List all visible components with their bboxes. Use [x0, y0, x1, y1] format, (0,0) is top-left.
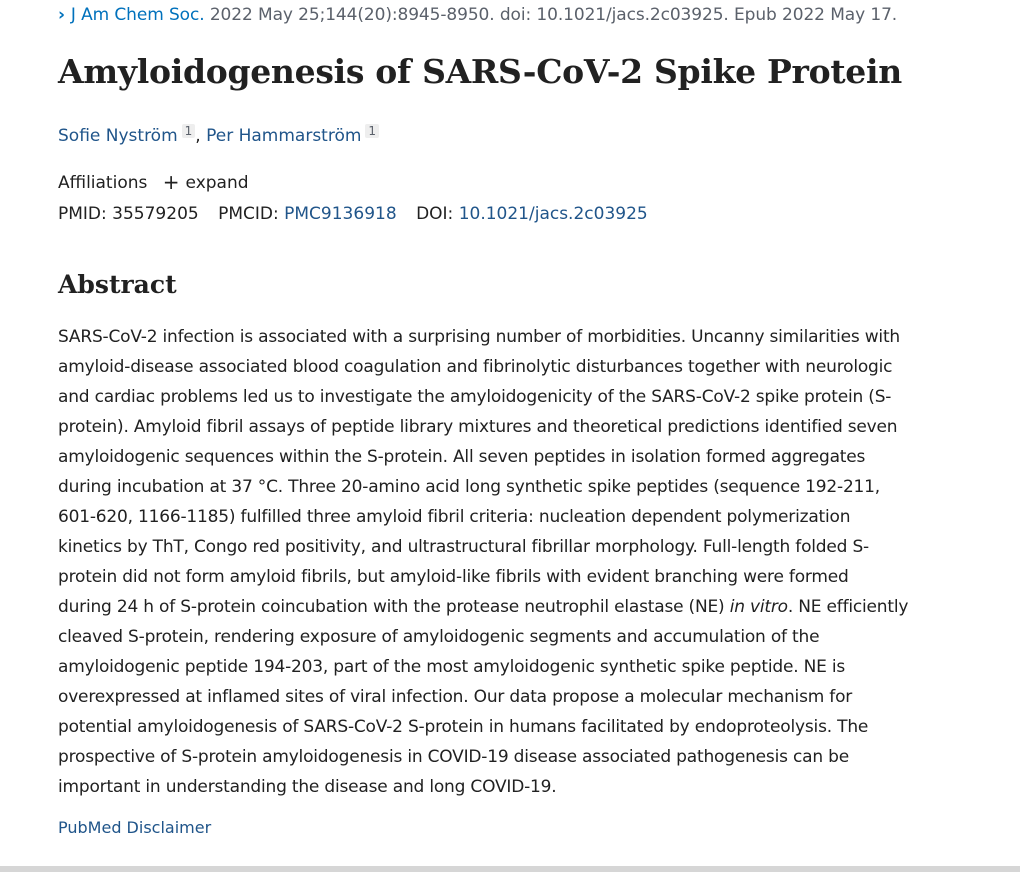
author-link[interactable]: Per Hammarström	[206, 126, 362, 146]
abstract-heading: Abstract	[58, 270, 177, 299]
pmid-value: 35579205	[112, 204, 199, 224]
abstract-line-tail: . NE efficiently	[787, 597, 909, 617]
abstract-line: SARS-CoV-2 infection is associated with a surprising number of morbidities. Uncanny similarities with	[58, 327, 900, 347]
plus-icon: +	[162, 170, 180, 194]
abstract-line-text: during 24 h of S-protein coincubation with the protease neutrophil elastase (NE)	[58, 597, 725, 617]
doi-label: DOI:	[416, 204, 454, 224]
abstract-line	[58, 592, 978, 622]
citation-line	[58, 5, 897, 25]
pmcid-link[interactable]: PMC9136918	[284, 204, 397, 224]
abstract-line: potential amyloidogenesis of SARS-CoV-2 S-protein in humans facilitated by endoproteolysis. The	[58, 717, 869, 737]
pmcid-label: PMCID:	[218, 204, 279, 224]
abstract-line: overexpressed at inflamed sites of viral infection. Our data propose a molecular mechanism for	[58, 687, 853, 707]
abstract-line: amyloid-disease associated blood coagulation and fibrinolytic disturbances together with neurologic	[58, 357, 893, 377]
abstract-line: 601-620, 1166-1185) fulfilled three amyloid fibril criteria: nucleation dependent polymerization	[58, 507, 851, 527]
affiliations-label: Affiliations	[58, 173, 148, 193]
abstract-line: kinetics by ThT, Congo red positivity, and ultrastructural fibrillar morphology. Full-length folded S-	[58, 537, 869, 557]
chevron-right-icon[interactable]: ›	[58, 5, 65, 25]
abstract-line: prospective of S-protein amyloidogenesis in COVID-19 disease associated pathogenesis can be	[58, 747, 849, 767]
citation-details: 2022 May 25;144(20):8945-8950. doi: 10.1021/jacs.2c03925. Epub 2022 May 17.	[209, 5, 898, 25]
expand-label: expand	[185, 173, 249, 193]
affiliations-row	[58, 170, 249, 194]
abstract-line: protein). Amyloid fibril assays of peptide library mixtures and theoretical predictions identified seven	[58, 417, 898, 437]
abstract-line: amyloidogenic peptide 194-203, part of the most amyloidogenic synthetic spike peptide. NE is	[58, 657, 846, 677]
affiliation-ref[interactable]: 1	[365, 124, 379, 138]
pmid-label: PMID:	[58, 204, 107, 224]
abstract-line: amyloidogenic sequences within the S-protein. All seven peptides in isolation formed aggregates	[58, 447, 866, 467]
abstract-line: cleaved S-protein, rendering exposure of amyloidogenic segments and accumulation of the	[58, 627, 820, 647]
abstract-line: during incubation at 37 °C. Three 20-amino acid long synthetic spike peptides (sequence 192-211,	[58, 477, 880, 497]
expand-affiliations-button[interactable]	[162, 170, 249, 194]
italic-term: in vitro	[729, 597, 788, 617]
pubmed-disclaimer-link[interactable]: PubMed Disclaimer	[58, 818, 212, 837]
abstract-line: protein did not form amyloid fibrils, but amyloid-like fibrils with evident branching were formed	[58, 567, 849, 587]
journal-link[interactable]: J Am Chem Soc.	[70, 5, 205, 25]
author-separator: ,	[195, 126, 207, 146]
abstract-text	[58, 322, 978, 802]
abstract-line: and cardiac problems led us to investigate the amyloidogenicity of the SARS-CoV-2 spike protein (S-	[58, 387, 892, 407]
article-title: Amyloidogenesis of SARS-CoV-2 Spike Protein	[58, 52, 902, 91]
author-list	[58, 124, 379, 146]
affiliation-ref[interactable]: 1	[182, 124, 196, 138]
author-link[interactable]: Sofie Nyström	[58, 126, 178, 146]
abstract-line: important in understanding the disease and long COVID-19.	[58, 777, 557, 797]
identifiers-row	[58, 204, 648, 224]
doi-link[interactable]: 10.1021/jacs.2c03925	[458, 204, 648, 224]
bottom-divider	[0, 866, 1020, 872]
